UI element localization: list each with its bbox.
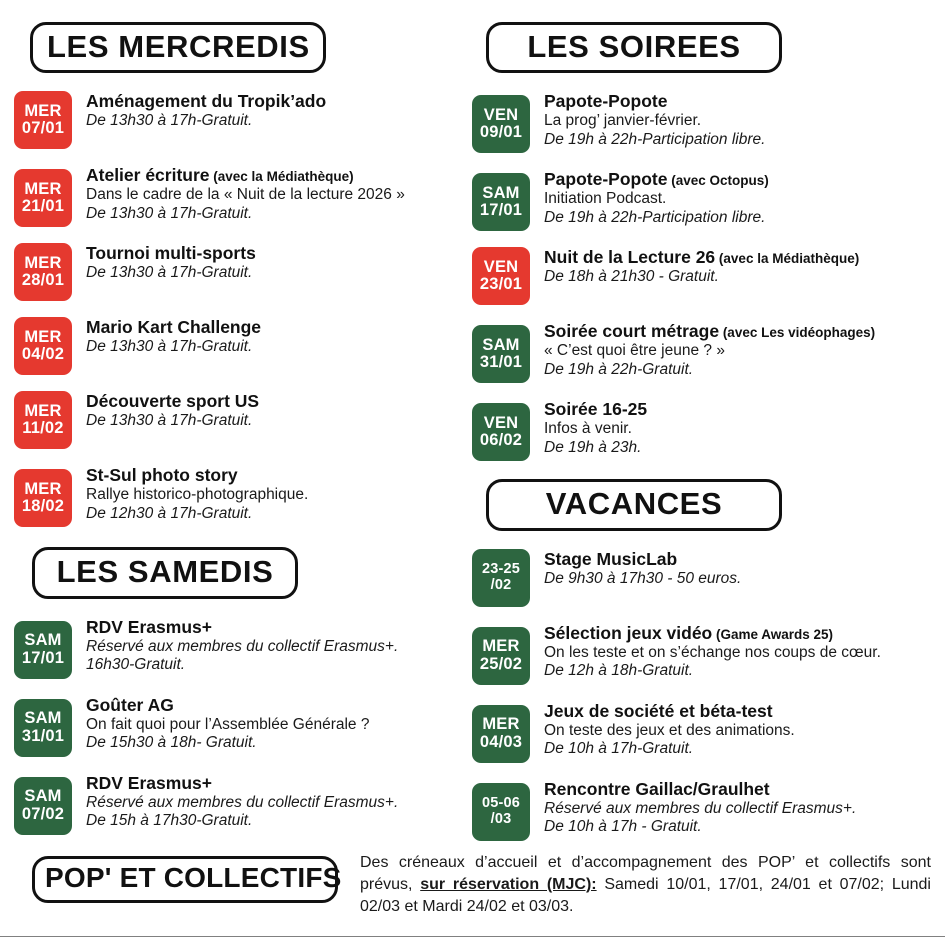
event-subtitle: La prog’ janvier-février. bbox=[544, 112, 702, 130]
badge-day: SAM bbox=[482, 335, 520, 354]
event-title-text: Soirée court métrage bbox=[544, 321, 720, 342]
event-subtitle: On teste des jeux et des animations. bbox=[544, 721, 795, 739]
event-row bbox=[472, 245, 932, 305]
event-date-badge bbox=[472, 627, 530, 685]
section-header-mercredis bbox=[30, 22, 326, 73]
event-details bbox=[544, 89, 932, 149]
badge-day: MER bbox=[24, 179, 62, 198]
event-title-text: Rencontre Gaillac/Graulhet bbox=[544, 778, 770, 799]
event-date-badge bbox=[472, 95, 530, 153]
event-subtitle: On fait quoi pour l’Assemblée Générale ? bbox=[86, 715, 370, 733]
event-details bbox=[544, 319, 932, 379]
badge-day: 23-25 bbox=[481, 561, 521, 578]
event-details bbox=[86, 315, 474, 356]
event-row bbox=[14, 241, 474, 301]
badge-date: 17/01 bbox=[479, 201, 523, 220]
event-title-text: Nuit de la Lecture 26 bbox=[544, 247, 716, 268]
badge-date: 28/01 bbox=[21, 271, 65, 290]
event-details bbox=[86, 463, 474, 523]
event-time: De 13h30 à 17h-Gratuit. bbox=[86, 264, 253, 282]
event-list-samedis bbox=[14, 615, 474, 835]
event-title bbox=[86, 617, 474, 638]
event-title bbox=[86, 391, 474, 412]
badge-date: 11/02 bbox=[22, 419, 64, 438]
event-date-badge bbox=[14, 621, 72, 679]
event-title-text: Stage MusicLab bbox=[544, 548, 678, 569]
event-date-badge bbox=[472, 549, 530, 607]
event-time: De 13h30 à 17h-Gratuit. bbox=[86, 204, 253, 222]
badge-day: SAM bbox=[482, 183, 520, 202]
event-title bbox=[86, 695, 474, 716]
event-title bbox=[86, 773, 474, 794]
section-title-mercredis: LES MERCREDIS bbox=[47, 29, 310, 64]
event-title bbox=[544, 169, 932, 190]
event-time: Réservé aux membres du collectif Erasmus+. bbox=[86, 637, 399, 655]
left-column bbox=[14, 0, 474, 849]
badge-day: MER bbox=[24, 401, 62, 420]
badge-day: SAM bbox=[24, 787, 62, 806]
event-title bbox=[544, 779, 932, 800]
badge-date: 04/02 bbox=[21, 345, 65, 364]
event-title-text: Atelier écriture bbox=[86, 165, 210, 186]
event-time: De 15h30 à 18h- Gratuit. bbox=[86, 734, 257, 752]
event-title-text: Papote-Popote bbox=[544, 91, 668, 112]
event-title bbox=[86, 243, 474, 264]
event-partner: (Game Awards 25) bbox=[712, 626, 834, 642]
event-partner: (avec Les vidéophages) bbox=[719, 325, 876, 341]
footer-reservation-link[interactable]: sur réservation (MJC): bbox=[420, 875, 597, 893]
event-title-text: RDV Erasmus+ bbox=[86, 616, 212, 637]
event-date-badge bbox=[14, 91, 72, 149]
section-title-samedis: LES SAMEDIS bbox=[56, 554, 274, 590]
footer-pop-collectifs bbox=[14, 852, 931, 917]
event-row bbox=[472, 777, 932, 841]
badge-date: 31/01 bbox=[21, 726, 65, 745]
event-date-badge bbox=[14, 469, 72, 527]
event-time-secondary: De 15h à 17h30-Gratuit. bbox=[86, 812, 253, 830]
badge-date: /03 bbox=[490, 810, 512, 827]
event-row bbox=[472, 167, 932, 231]
section-header-soirees bbox=[486, 22, 782, 73]
event-time: De 19h à 22h-Gratuit. bbox=[544, 360, 694, 378]
event-title-text: Mario Kart Challenge bbox=[86, 317, 262, 338]
event-title-text: Goûter AG bbox=[86, 694, 174, 715]
event-partner: (avec la Médiathèque) bbox=[209, 169, 354, 185]
event-date-badge bbox=[472, 325, 530, 383]
footer-description bbox=[360, 852, 931, 917]
event-title-text: Découverte sport US bbox=[86, 391, 260, 412]
event-time: De 18h à 21h30 - Gratuit. bbox=[544, 268, 719, 286]
event-title-text: Jeux de société et béta-test bbox=[544, 700, 773, 721]
event-title bbox=[86, 91, 474, 112]
badge-date: 31/01 bbox=[479, 353, 523, 372]
badge-date: 21/01 bbox=[21, 197, 65, 216]
event-details bbox=[86, 615, 474, 675]
event-title bbox=[544, 701, 932, 722]
event-date-badge bbox=[14, 169, 72, 227]
badge-day: MER bbox=[24, 327, 62, 346]
event-partner: (avec la Médiathèque) bbox=[715, 251, 860, 267]
event-title bbox=[544, 549, 932, 570]
event-subtitle: « C’est quoi être jeune ? » bbox=[544, 342, 725, 360]
section-title-vacances: VACANCES bbox=[545, 486, 723, 522]
event-time: De 19h à 22h-Participation libre. bbox=[544, 208, 766, 226]
event-subtitle: Initiation Podcast. bbox=[544, 190, 667, 208]
event-row bbox=[14, 615, 474, 679]
event-date-badge bbox=[14, 391, 72, 449]
badge-day: MER bbox=[24, 253, 62, 272]
event-time: De 9h30 à 17h30 - 50 euros. bbox=[544, 569, 742, 587]
badge-date: 07/01 bbox=[21, 119, 65, 138]
event-date-badge bbox=[472, 247, 530, 305]
badge-day: VEN bbox=[483, 105, 519, 124]
event-row bbox=[472, 89, 932, 153]
badge-date: 17/01 bbox=[21, 648, 65, 667]
badge-day: 05-06 bbox=[481, 795, 521, 812]
section-header-vacances bbox=[486, 479, 782, 530]
event-title-text: RDV Erasmus+ bbox=[86, 772, 212, 793]
event-date-badge bbox=[472, 705, 530, 763]
section-header-samedis bbox=[32, 547, 298, 598]
event-time-secondary: De 10h à 17h - Gratuit. bbox=[544, 818, 702, 836]
badge-date: 23/01 bbox=[479, 275, 523, 294]
badge-date: 06/02 bbox=[479, 431, 523, 450]
event-row bbox=[14, 89, 474, 149]
badge-day: SAM bbox=[24, 709, 62, 728]
badge-day: SAM bbox=[24, 631, 62, 650]
event-time: De 12h à 18h-Gratuit. bbox=[544, 662, 694, 680]
event-title bbox=[86, 317, 474, 338]
event-date-badge bbox=[14, 699, 72, 757]
event-title-text: Sélection jeux vidéo bbox=[544, 622, 713, 643]
event-title bbox=[544, 247, 932, 268]
event-time-secondary: 16h30-Gratuit. bbox=[86, 656, 186, 674]
badge-date: /02 bbox=[490, 576, 512, 593]
event-time: Réservé aux membres du collectif Erasmus+. bbox=[544, 799, 857, 817]
badge-date: 04/03 bbox=[479, 732, 523, 751]
event-subtitle: Dans le cadre de la « Nuit de la lecture 2026 » bbox=[86, 186, 405, 204]
footer-text-after: Samedi 10/01, 17/01, 24/01 et 07/02; Lundi 02/03 et Mardi 24/02 et 03/03. bbox=[360, 875, 931, 915]
event-title bbox=[86, 465, 474, 486]
event-subtitle: Infos à venir. bbox=[544, 420, 632, 438]
event-row bbox=[14, 389, 474, 449]
badge-date: 18/02 bbox=[21, 497, 65, 516]
event-list-mercredis bbox=[14, 89, 474, 527]
right-column bbox=[472, 0, 932, 855]
event-list-vacances bbox=[472, 547, 932, 841]
event-row bbox=[472, 621, 932, 685]
event-row bbox=[472, 397, 932, 461]
event-row bbox=[14, 163, 474, 227]
event-title bbox=[544, 623, 932, 644]
event-date-badge bbox=[472, 403, 530, 461]
event-title-text: Papote-Popote bbox=[544, 169, 668, 190]
event-subtitle: On les teste et on s’échange nos coups de cœur. bbox=[544, 643, 881, 661]
event-date-badge bbox=[14, 317, 72, 375]
bottom-divider bbox=[0, 936, 945, 937]
event-row bbox=[14, 463, 474, 527]
event-title-text: St-Sul photo story bbox=[86, 465, 238, 486]
event-time: De 10h à 17h-Gratuit. bbox=[544, 740, 694, 758]
event-row bbox=[14, 771, 474, 835]
event-time: Réservé aux membres du collectif Erasmus+. bbox=[86, 793, 399, 811]
event-details bbox=[544, 777, 932, 837]
badge-day: VEN bbox=[483, 257, 519, 276]
event-details bbox=[544, 245, 932, 286]
event-details bbox=[86, 693, 474, 753]
event-details bbox=[86, 771, 474, 831]
section-title-pop: POP' ET COLLECTIFS bbox=[45, 862, 342, 893]
event-details bbox=[544, 699, 932, 759]
event-date-badge bbox=[472, 173, 530, 231]
event-details bbox=[86, 241, 474, 282]
footer-text-before: Des créneaux d’accueil et d’accompagnement des POP’ et collectifs sont prévus, bbox=[360, 854, 931, 893]
section-title-soirees: LES SOIREES bbox=[527, 29, 741, 64]
event-row bbox=[472, 319, 932, 383]
event-date-badge bbox=[14, 243, 72, 301]
event-title bbox=[544, 399, 932, 420]
event-details bbox=[86, 89, 474, 130]
event-time: De 19h à 23h. bbox=[544, 438, 642, 456]
event-details bbox=[86, 163, 474, 223]
event-row bbox=[472, 699, 932, 763]
badge-day: VEN bbox=[483, 413, 519, 432]
event-details bbox=[544, 547, 932, 588]
section-header-pop bbox=[32, 856, 342, 903]
event-title-text: Soirée 16-25 bbox=[544, 399, 648, 420]
event-time: De 13h30 à 17h-Gratuit. bbox=[86, 412, 253, 430]
event-title bbox=[544, 91, 932, 112]
event-time: De 19h à 22h-Participation libre. bbox=[544, 130, 766, 148]
event-details bbox=[544, 167, 932, 227]
event-time: De 12h30 à 17h-Gratuit. bbox=[86, 504, 253, 522]
badge-day: MER bbox=[482, 715, 520, 734]
event-details bbox=[544, 621, 932, 681]
event-details bbox=[544, 397, 932, 457]
badge-date: 09/01 bbox=[479, 123, 523, 142]
event-time: De 13h30 à 17h-Gratuit. bbox=[86, 338, 253, 356]
event-date-badge bbox=[472, 783, 530, 841]
event-row bbox=[14, 693, 474, 757]
event-title bbox=[544, 321, 932, 342]
event-list-soirees bbox=[472, 89, 932, 461]
event-subtitle: Rallye historico-photographique. bbox=[86, 486, 309, 504]
event-title bbox=[86, 165, 474, 186]
event-title-text: Aménagement du Tropik’ado bbox=[86, 91, 327, 112]
event-row bbox=[14, 315, 474, 375]
badge-day: MER bbox=[482, 637, 520, 656]
event-date-badge bbox=[14, 777, 72, 835]
badge-date: 25/02 bbox=[479, 654, 523, 673]
event-time: De 13h30 à 17h-Gratuit. bbox=[86, 112, 253, 130]
event-details bbox=[86, 389, 474, 430]
badge-date: 07/02 bbox=[21, 804, 65, 823]
event-partner: (avec Octopus) bbox=[667, 173, 769, 189]
event-row bbox=[472, 547, 932, 607]
badge-day: MER bbox=[24, 479, 62, 498]
badge-day: MER bbox=[24, 101, 62, 120]
event-title-text: Tournoi multi-sports bbox=[86, 243, 256, 264]
